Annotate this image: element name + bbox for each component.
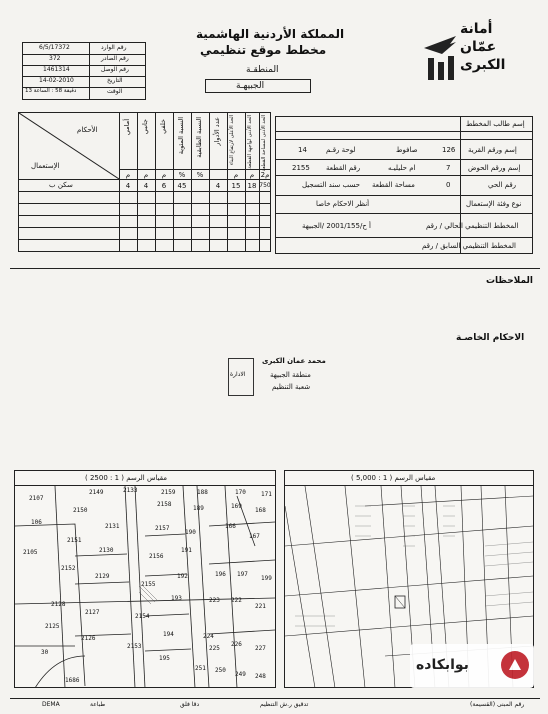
lot-2151: 2151 [67, 537, 82, 544]
map-left-2500 [14, 470, 276, 688]
lot-195: 195 [159, 655, 170, 662]
meta-value-3: 14-02-2010 [39, 77, 74, 84]
corner-diagonal [19, 113, 119, 181]
logo-mark-icon [420, 28, 460, 88]
lot-2126: 2126 [81, 635, 96, 642]
watermark-icon [500, 650, 530, 680]
applicant-label: إسم طالب المخطط [466, 120, 525, 128]
row-floors: 4 [215, 182, 221, 190]
unit-height: م [233, 171, 239, 179]
lot-191: 191 [181, 547, 192, 554]
lot-30: 30 [41, 649, 49, 656]
lot-223: 223 [209, 597, 220, 604]
header-floor-ratio: النسبة الطابقية [195, 117, 203, 158]
basin-name: ام حليليـه [388, 164, 416, 172]
lot-167: 167 [249, 533, 260, 540]
lot-169: 169 [231, 503, 242, 510]
meta-label-3: التاريخ [107, 77, 123, 84]
previous-plan-label: المخطط التنظيمي السابق / رقم [422, 242, 516, 250]
lot-2149: 2149 [89, 489, 104, 496]
meta-label-2: رقم الوصل [101, 66, 129, 73]
lot-222: 222 [231, 597, 242, 604]
meta-label-0: رقم الوارد [101, 44, 127, 51]
header-min-area: الحد الأدنى لمساحة القطعة [261, 115, 267, 172]
current-plan-label: المخطط التنظيمي الحالي / رقم [426, 222, 519, 230]
stamp-line-2: منطقة الجبيهة [270, 371, 311, 379]
document-title: مخطط موقع تنظيمي [200, 43, 327, 57]
section-divider [10, 268, 540, 269]
lot-2131: 2131 [105, 523, 120, 530]
lot-192: 192 [177, 573, 188, 580]
meta-table [22, 42, 146, 100]
lot-2150: 2150 [73, 507, 88, 514]
lot-197: 197 [237, 571, 248, 578]
hay-value: 0 [446, 181, 451, 189]
lot-225: 225 [209, 645, 220, 652]
hay-label: رقم الحي [488, 181, 517, 189]
footer-print: طباعة [90, 701, 106, 708]
notes-label: الملاحظات [486, 276, 534, 286]
lot-250: 250 [215, 667, 226, 674]
basin-label: إسم ورقم الحوض [468, 164, 521, 172]
left-map-scale: مقياس الرسم ( 1 : 2500 ) [85, 474, 168, 482]
applicant-table [275, 116, 533, 254]
meta-value-4: دقيقة 58 : الساعة 13 [25, 88, 77, 94]
region-value: الجبيهـة [236, 81, 265, 91]
lot-2153: 2153 [127, 643, 142, 650]
lot-2158: 2158 [157, 501, 172, 508]
row-back: 6 [161, 182, 167, 190]
meta-label-4: الوقت [107, 88, 123, 95]
lot-224: 224 [203, 633, 214, 640]
row-height: 15 [231, 182, 241, 190]
lot-249: 249 [235, 671, 246, 678]
lot-2133: 2133 [123, 487, 138, 494]
sheet-label: لوحة رقـم [326, 146, 356, 154]
sheet-value: 14 [298, 146, 307, 154]
lot-2105: 2105 [23, 549, 38, 556]
unit-side: م [143, 171, 149, 179]
village-name: صافوط [396, 146, 418, 154]
area-value: حسب سند التسجيل [302, 181, 360, 189]
unit-area: م2 [260, 171, 270, 179]
stamp-box-text: الادارة [230, 371, 246, 378]
meta-label-1: رقم الصادر [101, 55, 129, 62]
row-front: 4 [125, 182, 131, 190]
lot-171: 171 [261, 491, 272, 498]
lot-199: 199 [261, 575, 272, 582]
use-label: نوع وفئة الإستعمال [466, 200, 522, 208]
lot-2157: 2157 [155, 525, 170, 532]
lot-2159: 2159 [161, 489, 176, 496]
lot-227: 227 [255, 645, 266, 652]
right-map-scale: مقياس الرسم ( 1 : 5,000 ) [351, 474, 436, 482]
unit-front: م [125, 171, 131, 179]
footer-line [10, 698, 540, 699]
basin-number: 7 [446, 164, 451, 172]
lot-251: 251 [195, 665, 206, 672]
unit-percent: % [178, 171, 186, 179]
header-front: أمامي [123, 119, 131, 136]
lot-1686: 1686 [65, 677, 80, 684]
village-label: إسم ورقم القرية [468, 146, 517, 154]
corner-bottom-label: الإستعمال [31, 162, 60, 170]
lot-248: 248 [255, 673, 266, 680]
lot-2152: 2152 [61, 565, 76, 572]
header-max-height: الحد الأعلى لارتفاع البناء [229, 115, 235, 166]
lot-2129: 2129 [95, 573, 110, 580]
plot-label: رقم القطعة [326, 164, 361, 172]
official-stamp [226, 354, 354, 400]
meta-value-2: 1461314 [43, 66, 70, 73]
lot-2154: 2154 [135, 613, 150, 620]
header-min-frontage: الحد الأدنى لواجهة القطعة [247, 115, 253, 169]
logo-text-3: الكبرى [460, 57, 506, 73]
row-area: 750 [259, 182, 271, 189]
header-back: خلفي [159, 119, 167, 134]
lot-2155: 2155 [141, 581, 156, 588]
plot-value: 2155 [292, 164, 310, 172]
row-frontage: 18 [247, 182, 257, 190]
lot-194: 194 [163, 631, 174, 638]
footer-check: تدقيق ر.ش التنظيم [260, 701, 309, 708]
lot-188: 188 [197, 489, 208, 496]
unit-floor-ratio: % [196, 171, 204, 179]
header-percentage: النسبة المئوية [177, 117, 185, 155]
unit-frontage: م [249, 171, 255, 179]
amman-logo [420, 20, 520, 90]
lot-2127: 2127 [85, 609, 100, 616]
rules-table [18, 112, 271, 252]
special-rules-label: الاحكام الخاصـة [456, 333, 525, 343]
lot-2156: 2156 [149, 553, 164, 560]
footer-building-number: رقم المبنى (القسيمة) [470, 701, 525, 708]
lot-2125: 2125 [45, 623, 60, 630]
lot-168: 168 [255, 507, 266, 514]
area-label: مساحة القطعة [372, 181, 415, 189]
logo-text-1: أمانة [460, 21, 493, 37]
lot-2107: 2107 [29, 495, 44, 502]
meta-value-1: 372 [49, 55, 61, 62]
stamp-line-1: محمد عمان الكبرى [262, 357, 326, 365]
logo-text-2: عمّان [460, 39, 497, 55]
corner-top-label: الأحكام [77, 126, 98, 134]
lot-190: 190 [185, 529, 196, 536]
lot-166: 166 [225, 523, 236, 530]
header-floors: عدد الأدوار [213, 117, 221, 146]
lot-196: 196 [215, 571, 226, 578]
footer-code: DEMA [42, 701, 60, 708]
meta-value-0: 6/5/17372 [39, 44, 70, 51]
footer-drawn: دقا فلق [180, 701, 200, 708]
region-label: المنطقـة [246, 65, 279, 75]
row-side: 4 [143, 182, 149, 190]
lot-221: 221 [255, 603, 266, 610]
watermark-text: بوابكاده [416, 657, 469, 673]
lot-106: 106 [31, 519, 42, 526]
use-value: أنظر الاحكام خاصا [316, 200, 370, 208]
village-number: 126 [442, 146, 456, 154]
row-percent: 45 [177, 182, 187, 190]
lot-2130: 2130 [99, 547, 114, 554]
unit-back: م [161, 171, 167, 179]
row-use-label: سكن ب [49, 181, 73, 189]
header-side: جانبي [141, 119, 149, 135]
lot-189: 189 [193, 505, 204, 512]
lot-193: 193 [171, 595, 182, 602]
lot-2128: 2128 [51, 601, 66, 608]
current-plan-value: أ ح/2001/155 /الجبيهة [302, 222, 371, 230]
watermark-logo [410, 644, 534, 688]
lot-226: 226 [231, 641, 242, 648]
stamp-line-3: شعبة التنظيم [272, 383, 311, 391]
kingdom-title: المملكة الأردنية الهاشمية [196, 27, 345, 41]
lot-170: 170 [235, 489, 246, 496]
